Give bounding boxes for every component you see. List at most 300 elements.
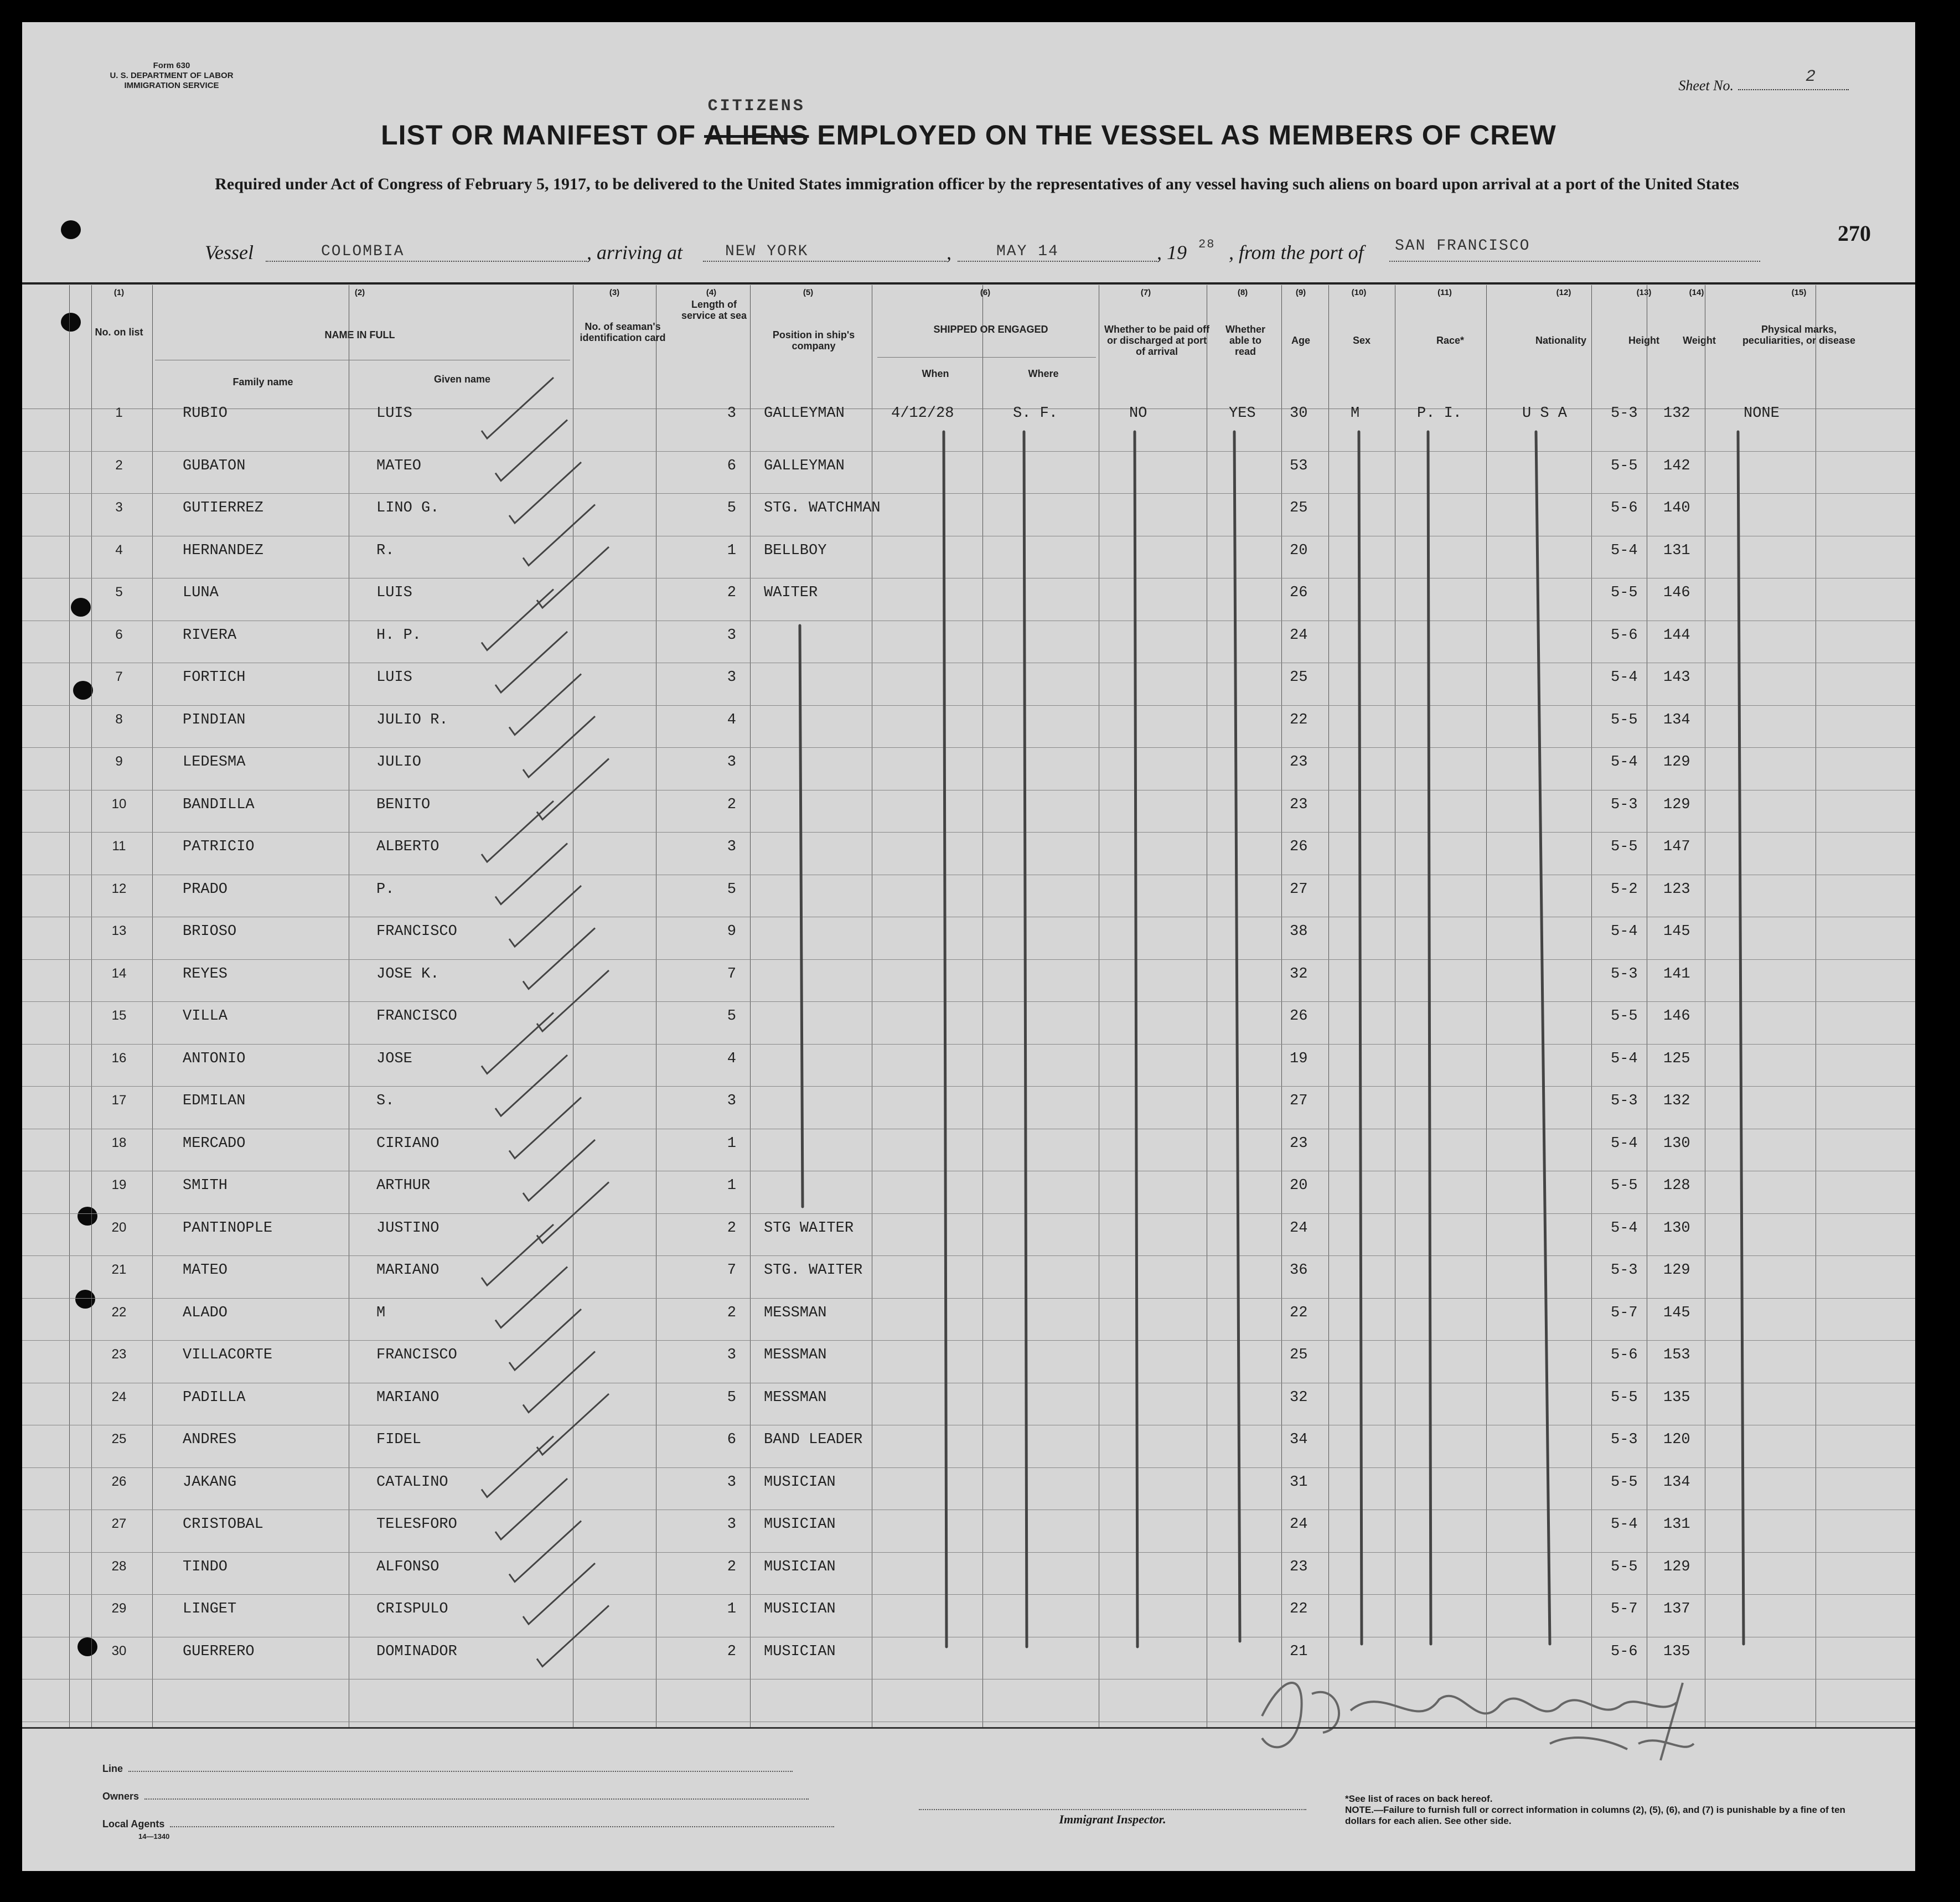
title-overwrite-word: CITIZENS bbox=[707, 97, 805, 116]
row-number: 10 bbox=[111, 796, 127, 812]
col-10-number: (10) bbox=[1351, 288, 1367, 297]
col-family-header: Family name bbox=[232, 376, 293, 387]
position: BAND LEADER bbox=[764, 1431, 863, 1448]
position: STG. WAITER bbox=[764, 1262, 863, 1279]
col-idcard-header: No. of seaman's identification card bbox=[580, 321, 666, 343]
age: 24 bbox=[1290, 1516, 1308, 1533]
age: 24 bbox=[1290, 1219, 1308, 1237]
page-subtitle: Required under Act of Congress of February 5, 1917, to be delivered to the United States immigration officer by the representatives of any vessel having such aliens on board upon arrival at a port of the United States bbox=[215, 175, 1739, 193]
year-prefix: , 19 bbox=[1157, 241, 1187, 263]
weight: 144 bbox=[1663, 627, 1690, 644]
col-8-number: (8) bbox=[1237, 288, 1248, 297]
from-label: , from the port of bbox=[1229, 241, 1364, 263]
row-number: 9 bbox=[115, 754, 123, 769]
family-name: MERCADO bbox=[183, 1135, 246, 1152]
weight: 134 bbox=[1663, 1474, 1690, 1491]
page-number: 270 bbox=[1838, 221, 1871, 246]
height: 5-5 bbox=[1611, 1558, 1638, 1575]
family-name: PATRICIO bbox=[183, 839, 255, 855]
row-number: 18 bbox=[111, 1135, 127, 1150]
height: 5-3 bbox=[1611, 1093, 1638, 1109]
service-years: 2 bbox=[727, 585, 736, 601]
col-shipped-header: SHIPPED OR ENGAGED bbox=[933, 324, 1048, 335]
family-name: SMITH bbox=[183, 1177, 228, 1194]
weight: 123 bbox=[1663, 881, 1690, 898]
family-name: PADILLA bbox=[183, 1389, 246, 1406]
family-name: GUBATON bbox=[183, 457, 246, 474]
service-years: 3 bbox=[727, 1093, 736, 1109]
age: 27 bbox=[1290, 1093, 1308, 1109]
check-ticks bbox=[22, 22, 1915, 1871]
height: 5-4 bbox=[1611, 923, 1638, 940]
given-name: MATEO bbox=[376, 457, 422, 474]
col-13-number: (13) bbox=[1636, 288, 1652, 297]
family-name: GUERRERO bbox=[183, 1643, 255, 1660]
family-name: PRADO bbox=[183, 881, 228, 898]
check-tick-icon bbox=[509, 1521, 581, 1582]
sheet-label: Sheet No. bbox=[1678, 77, 1734, 94]
height: 5-4 bbox=[1611, 1219, 1638, 1237]
weight: 135 bbox=[1663, 1389, 1690, 1406]
weight: 135 bbox=[1663, 1643, 1690, 1660]
weight: 129 bbox=[1663, 1558, 1690, 1575]
row-number: 5 bbox=[115, 585, 123, 599]
col-no-header: No. on list bbox=[95, 327, 143, 338]
check-tick-icon bbox=[523, 716, 595, 777]
arrival-date: MAY 14 bbox=[996, 243, 1059, 260]
height: 5-6 bbox=[1611, 500, 1638, 516]
height: 5-4 bbox=[1611, 1516, 1638, 1533]
row-number: 7 bbox=[115, 669, 123, 684]
family-name: ALADO bbox=[183, 1304, 228, 1321]
height: 5-7 bbox=[1611, 1601, 1638, 1617]
position: MUSICIAN bbox=[764, 1474, 836, 1491]
check-tick-icon bbox=[495, 844, 567, 905]
row-number: 4 bbox=[115, 542, 123, 557]
manifest-sheet bbox=[22, 22, 1915, 1871]
age: 25 bbox=[1290, 500, 1308, 516]
line-fill bbox=[128, 1771, 793, 1772]
check-tick-icon bbox=[537, 759, 609, 820]
row-number: 12 bbox=[111, 881, 127, 896]
height: 5-4 bbox=[1611, 754, 1638, 771]
age: 34 bbox=[1290, 1431, 1308, 1448]
given-name: FRANCISCO bbox=[376, 1008, 457, 1025]
note-asterisk: *See list of races on back hereof. bbox=[1345, 1794, 1493, 1804]
height: 5-3 bbox=[1611, 1431, 1638, 1448]
shipped-where: S. F. bbox=[1013, 405, 1058, 422]
height: 5-3 bbox=[1611, 405, 1638, 422]
given-name: CRISPULO bbox=[376, 1601, 448, 1617]
given-name: JUSTINO bbox=[376, 1219, 439, 1237]
height: 5-6 bbox=[1611, 627, 1638, 644]
service-years: 5 bbox=[727, 1008, 736, 1025]
note-text: NOTE.—Failure to furnish full or correct information in columns (2), (5), (6), and (7) is punishable by a fine of ten dollars for each alien. See other side. bbox=[1345, 1805, 1845, 1826]
weight: 142 bbox=[1663, 457, 1690, 474]
age: 31 bbox=[1290, 1474, 1308, 1491]
age: 25 bbox=[1290, 1347, 1308, 1363]
family-name: LINGET bbox=[183, 1601, 237, 1617]
col-race-header: Race* bbox=[1436, 335, 1465, 346]
given-name: P. bbox=[376, 881, 395, 898]
height: 5-3 bbox=[1611, 796, 1638, 813]
row-number: 21 bbox=[111, 1262, 127, 1277]
service-years: 6 bbox=[727, 1431, 736, 1448]
check-tick-icon bbox=[509, 674, 581, 735]
service-years: 2 bbox=[727, 1558, 736, 1575]
col-15-number: (15) bbox=[1791, 288, 1807, 297]
position: BELLBOY bbox=[764, 542, 827, 559]
check-tick-icon bbox=[482, 1013, 554, 1074]
able-to-read-value: YES bbox=[1229, 405, 1256, 422]
height: 5-3 bbox=[1611, 1262, 1638, 1279]
age: 23 bbox=[1290, 1558, 1308, 1575]
row-number: 15 bbox=[111, 1008, 127, 1023]
weight: 146 bbox=[1663, 585, 1690, 601]
given-name: LUIS bbox=[376, 405, 412, 422]
height: 5-2 bbox=[1611, 881, 1638, 898]
weight: 131 bbox=[1663, 542, 1690, 559]
col-3-number: (3) bbox=[609, 288, 620, 297]
given-name: CIRIANO bbox=[376, 1135, 439, 1152]
race-value: P. I. bbox=[1417, 405, 1462, 422]
weight: 125 bbox=[1663, 1050, 1690, 1067]
height: 5-3 bbox=[1611, 965, 1638, 983]
service-years: 5 bbox=[727, 881, 736, 898]
col-read-header: Whether able to read bbox=[1225, 324, 1265, 357]
family-name: PANTINOPLE bbox=[183, 1219, 273, 1237]
age: 23 bbox=[1290, 796, 1308, 813]
weight: 120 bbox=[1663, 1431, 1690, 1448]
weight: 130 bbox=[1663, 1219, 1690, 1237]
footer-note bbox=[1345, 1794, 1876, 1827]
height: 5-4 bbox=[1611, 1135, 1638, 1152]
col-6-number: (6) bbox=[980, 288, 991, 297]
weight: 128 bbox=[1663, 1177, 1690, 1194]
family-name: VILLA bbox=[183, 1008, 228, 1025]
position: GALLEYMAN bbox=[764, 457, 845, 474]
row-number: 27 bbox=[111, 1516, 127, 1531]
height: 5-6 bbox=[1611, 1347, 1638, 1363]
family-name: LEDESMA bbox=[183, 754, 246, 771]
age: 27 bbox=[1290, 881, 1308, 898]
position: GALLEYMAN bbox=[764, 405, 845, 422]
row-number: 25 bbox=[111, 1431, 127, 1446]
service-years: 3 bbox=[727, 754, 736, 771]
weight: 153 bbox=[1663, 1347, 1690, 1363]
weight: 137 bbox=[1663, 1601, 1690, 1617]
given-name: FRANCISCO bbox=[376, 923, 457, 940]
given-name: MARIANO bbox=[376, 1389, 439, 1406]
service-years: 3 bbox=[727, 405, 736, 422]
family-name: HERNANDEZ bbox=[183, 542, 263, 559]
position: STG. WATCHMAN bbox=[764, 500, 881, 516]
height: 5-7 bbox=[1611, 1304, 1638, 1321]
check-tick-icon bbox=[523, 1352, 595, 1413]
footer-line-field bbox=[102, 1763, 793, 1775]
family-name: ANTONIO bbox=[183, 1050, 246, 1067]
age: 22 bbox=[1290, 1601, 1308, 1617]
row-number: 3 bbox=[115, 500, 123, 515]
row-number: 29 bbox=[111, 1601, 127, 1616]
from-port: SAN FRANCISCO bbox=[1395, 237, 1530, 255]
height: 5-5 bbox=[1611, 839, 1638, 855]
given-name: FRANCISCO bbox=[376, 1347, 457, 1363]
col-nationality-header: Nationality bbox=[1535, 335, 1586, 346]
weight: 131 bbox=[1663, 1516, 1690, 1533]
height: 5-5 bbox=[1611, 585, 1638, 601]
agents-fill bbox=[170, 1826, 834, 1827]
weight: 132 bbox=[1663, 405, 1690, 422]
col-4-number: (4) bbox=[706, 288, 717, 297]
line-label: Line bbox=[102, 1763, 123, 1774]
age: 20 bbox=[1290, 542, 1308, 559]
sheet-value: 2 bbox=[1805, 68, 1816, 86]
col-7-number: (7) bbox=[1140, 288, 1151, 297]
family-name: FORTICH bbox=[183, 669, 246, 686]
given-name: ARTHUR bbox=[376, 1177, 431, 1194]
marks-value: NONE bbox=[1744, 405, 1780, 422]
check-tick-icon bbox=[523, 1140, 595, 1201]
weight: 140 bbox=[1663, 500, 1690, 516]
footer-agents-field bbox=[102, 1818, 834, 1830]
given-name: JULIO bbox=[376, 754, 422, 771]
row-number: 6 bbox=[115, 627, 123, 642]
given-name: JULIO R. bbox=[376, 711, 448, 728]
agents-label: Local Agents bbox=[102, 1818, 165, 1829]
position: MESSMAN bbox=[764, 1304, 827, 1321]
title-struck-word: ALIENS bbox=[704, 120, 809, 151]
family-name: LUNA bbox=[183, 585, 219, 601]
vessel-name: COLOMBIA bbox=[321, 243, 405, 260]
given-name: M bbox=[376, 1304, 386, 1321]
service-years: 3 bbox=[727, 669, 736, 686]
family-name: JAKANG bbox=[183, 1474, 237, 1491]
service-years: 3 bbox=[727, 1347, 736, 1363]
service-years: 5 bbox=[727, 500, 736, 516]
family-name: MATEO bbox=[183, 1262, 228, 1279]
service-years: 5 bbox=[727, 1389, 736, 1406]
family-name: VILLACORTE bbox=[183, 1347, 273, 1363]
row-number: 26 bbox=[111, 1474, 127, 1489]
col-age-header: Age bbox=[1291, 335, 1310, 346]
given-name: LINO G. bbox=[376, 500, 439, 516]
service-years: 2 bbox=[727, 1304, 736, 1321]
height: 5-5 bbox=[1611, 1177, 1638, 1194]
weight: 129 bbox=[1663, 796, 1690, 813]
check-tick-icon bbox=[509, 1309, 581, 1370]
inspector-signature bbox=[1240, 1650, 1793, 1782]
given-name: DOMINADOR bbox=[376, 1643, 457, 1660]
age: 22 bbox=[1290, 711, 1308, 728]
col-given-header: Given name bbox=[433, 374, 491, 385]
age: 19 bbox=[1290, 1050, 1308, 1067]
paid-off-value: NO bbox=[1129, 405, 1147, 422]
given-name: CATALINO bbox=[376, 1474, 448, 1491]
family-name: PINDIAN bbox=[183, 711, 246, 728]
given-name: H. P. bbox=[376, 627, 422, 644]
age: 21 bbox=[1290, 1643, 1308, 1660]
inspector-label: Immigrant Inspector. bbox=[919, 1809, 1306, 1827]
row-number: 13 bbox=[111, 923, 127, 938]
position: WAITER bbox=[764, 585, 818, 601]
weight: 134 bbox=[1663, 711, 1690, 728]
comma: , bbox=[947, 241, 951, 263]
height: 5-4 bbox=[1611, 1050, 1638, 1067]
family-name: GUTIERREZ bbox=[183, 500, 263, 516]
check-tick-icon bbox=[523, 505, 595, 566]
family-name: CRISTOBAL bbox=[183, 1516, 263, 1533]
weight: 130 bbox=[1663, 1135, 1690, 1152]
height: 5-4 bbox=[1611, 669, 1638, 686]
col-position-header: Position in ship's company bbox=[772, 329, 855, 352]
service-years: 7 bbox=[727, 1262, 736, 1279]
row-number: 11 bbox=[112, 839, 126, 854]
title-pre: LIST OR MANIFEST OF bbox=[381, 120, 696, 151]
family-name: BRIOSO bbox=[183, 923, 237, 940]
position: MUSICIAN bbox=[764, 1558, 836, 1575]
age: 38 bbox=[1290, 923, 1308, 940]
height: 5-5 bbox=[1611, 1389, 1638, 1406]
weight: 146 bbox=[1663, 1008, 1690, 1025]
position: STG WAITER bbox=[764, 1219, 854, 1237]
service-years: 6 bbox=[727, 457, 736, 474]
check-tick-icon bbox=[495, 1055, 567, 1116]
age: 25 bbox=[1290, 669, 1308, 686]
footer-rule bbox=[22, 1727, 1915, 1729]
age: 26 bbox=[1290, 1008, 1308, 1025]
age: 30 bbox=[1290, 405, 1308, 422]
check-tick-icon bbox=[537, 547, 609, 608]
col-height-header: Height bbox=[1628, 335, 1659, 346]
row-number: 24 bbox=[111, 1389, 127, 1404]
age: 32 bbox=[1290, 965, 1308, 983]
given-name: BENITO bbox=[376, 796, 431, 813]
check-tick-icon bbox=[537, 1394, 609, 1455]
weight: 132 bbox=[1663, 1093, 1690, 1109]
row-number: 17 bbox=[111, 1093, 127, 1108]
check-tick-icon bbox=[509, 1098, 581, 1159]
form-number: Form 630 bbox=[153, 61, 190, 70]
position: MUSICIAN bbox=[764, 1516, 836, 1533]
owners-fill bbox=[144, 1798, 809, 1800]
given-name: R. bbox=[376, 542, 395, 559]
weight: 129 bbox=[1663, 754, 1690, 771]
family-name: ANDRES bbox=[183, 1431, 237, 1448]
age: 22 bbox=[1290, 1304, 1308, 1321]
check-tick-icon bbox=[509, 462, 581, 523]
given-name: S. bbox=[376, 1093, 395, 1109]
service-years: 9 bbox=[727, 923, 736, 940]
family-name: RIVERA bbox=[183, 627, 237, 644]
vessel-label: Vessel bbox=[205, 241, 254, 263]
given-name: LUIS bbox=[376, 669, 412, 686]
given-name: JOSE K. bbox=[376, 965, 439, 983]
row-number: 1 bbox=[115, 405, 123, 420]
col-9-number: (9) bbox=[1295, 288, 1306, 297]
age: 26 bbox=[1290, 585, 1308, 601]
check-tick-icon bbox=[482, 1436, 554, 1497]
service-years: 2 bbox=[727, 796, 736, 813]
check-tick-icon bbox=[495, 632, 567, 692]
age: 53 bbox=[1290, 457, 1308, 474]
height: 5-5 bbox=[1611, 1474, 1638, 1491]
weight: 147 bbox=[1663, 839, 1690, 855]
form-code: 14—1340 bbox=[138, 1832, 170, 1841]
height: 5-5 bbox=[1611, 711, 1638, 728]
arriving-label: , arriving at bbox=[587, 241, 683, 263]
service-years: 3 bbox=[727, 839, 736, 855]
check-tick-icon bbox=[482, 1224, 554, 1285]
row-number: 14 bbox=[111, 965, 127, 981]
check-tick-icon bbox=[537, 1606, 609, 1667]
weight: 145 bbox=[1663, 1304, 1690, 1321]
service-years: 2 bbox=[727, 1219, 736, 1237]
service-years: 1 bbox=[727, 1601, 736, 1617]
position: MUSICIAN bbox=[764, 1601, 836, 1617]
given-name: ALBERTO bbox=[376, 839, 439, 855]
col-where-header: Where bbox=[1028, 368, 1059, 379]
height: 5-6 bbox=[1611, 1643, 1638, 1660]
family-name: TINDO bbox=[183, 1558, 228, 1575]
family-name: RUBIO bbox=[183, 405, 228, 422]
height: 5-4 bbox=[1611, 542, 1638, 559]
service-years: 1 bbox=[727, 1177, 736, 1194]
row-number: 8 bbox=[115, 711, 123, 727]
service-years: 4 bbox=[727, 1050, 736, 1067]
col-name-header: NAME IN FULL bbox=[324, 329, 395, 340]
col-paidoff-header: Whether to be paid off or discharged at port of arrival bbox=[1104, 324, 1209, 357]
check-tick-icon bbox=[509, 886, 581, 947]
service-years: 7 bbox=[727, 965, 736, 983]
col-5-number: (5) bbox=[803, 288, 814, 297]
service-years: 3 bbox=[727, 1474, 736, 1491]
shipped-when: 4/12/28 bbox=[891, 405, 954, 422]
check-tick-icon bbox=[482, 378, 554, 438]
row-number: 20 bbox=[111, 1219, 127, 1235]
col-sex-header: Sex bbox=[1352, 335, 1371, 346]
age: 24 bbox=[1290, 627, 1308, 644]
age: 23 bbox=[1290, 1135, 1308, 1152]
service-name: IMMIGRATION SERVICE bbox=[124, 81, 219, 90]
check-tick-icon bbox=[495, 1267, 567, 1328]
service-years: 4 bbox=[727, 711, 736, 728]
given-name: JOSE bbox=[376, 1050, 412, 1067]
col-service-header: Length of service at sea bbox=[681, 299, 747, 321]
col-11-number: (11) bbox=[1437, 288, 1452, 297]
check-tick-icon bbox=[495, 1479, 567, 1539]
age: 32 bbox=[1290, 1389, 1308, 1406]
nationality-value: U S A bbox=[1522, 405, 1568, 422]
row-number: 28 bbox=[111, 1558, 127, 1574]
weight: 129 bbox=[1663, 1262, 1690, 1279]
check-tick-icon bbox=[482, 801, 554, 862]
family-name: BANDILLA bbox=[183, 796, 255, 813]
year-suffix: 28 bbox=[1198, 237, 1216, 251]
col-1-number: (1) bbox=[113, 288, 125, 297]
age: 26 bbox=[1290, 839, 1308, 855]
weight: 141 bbox=[1663, 965, 1690, 983]
height: 5-5 bbox=[1611, 457, 1638, 474]
age: 36 bbox=[1290, 1262, 1308, 1279]
check-tick-icon bbox=[495, 420, 567, 481]
col-marks-header: Physical marks, peculiarities, or disease bbox=[1742, 324, 1856, 346]
given-name: MARIANO bbox=[376, 1262, 439, 1279]
service-years: 3 bbox=[727, 1516, 736, 1533]
footer-owners-field bbox=[102, 1791, 809, 1802]
check-tick-icon bbox=[523, 928, 595, 989]
family-name: EDMILAN bbox=[183, 1093, 246, 1109]
